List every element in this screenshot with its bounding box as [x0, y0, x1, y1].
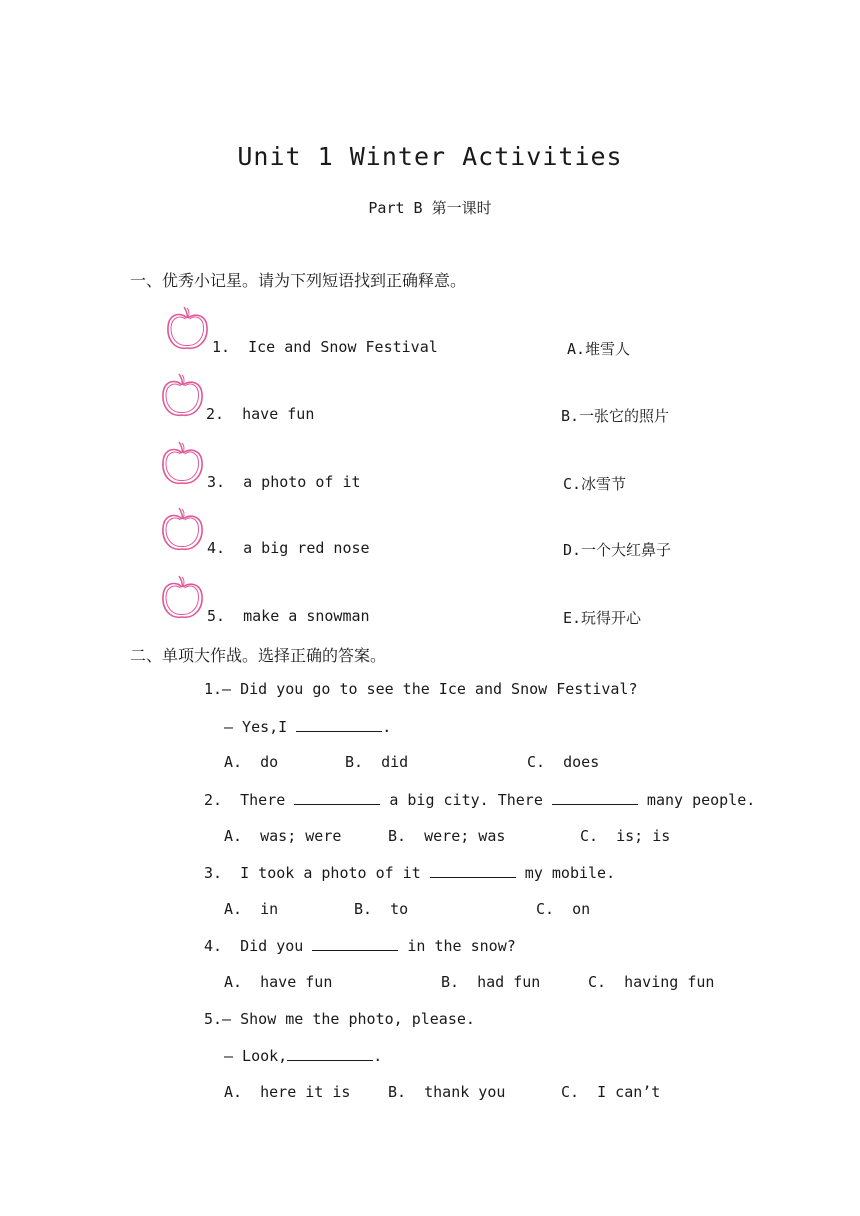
match-item-left: 1. Ice and Snow Festival: [212, 338, 438, 356]
question-5: 5.— Show me the photo, please.: [204, 1010, 475, 1028]
match-item-right: C.冰雪节: [563, 475, 627, 493]
option-a: A. in: [224, 900, 279, 918]
match-item-left: 2. have fun: [206, 405, 315, 423]
question-2: 2. There a big city. There many people.: [204, 791, 756, 809]
apple-outline-icon: [158, 440, 208, 490]
question-1-answer-line: — Yes,I .: [224, 718, 392, 736]
match-item-left: 5. make a snowman: [207, 607, 370, 625]
option-a: A. was; were: [224, 827, 342, 845]
apple-outline-icon: [158, 574, 208, 624]
option-b: B. to: [354, 900, 409, 918]
apple-outline-icon: [158, 506, 208, 556]
answer-blank[interactable]: [296, 717, 382, 732]
option-b: B. were; was: [388, 827, 506, 845]
option-b: B. thank you: [388, 1083, 506, 1101]
option-c: C. is; is: [580, 827, 671, 845]
apple-outline-icon: [158, 372, 208, 422]
answer-blank[interactable]: [430, 863, 516, 878]
match-item-right: A.堆雪人: [567, 340, 631, 358]
option-a: A. here it is: [224, 1083, 351, 1101]
question-5-answer-line: — Look, .: [224, 1047, 383, 1065]
section-1-heading: 一、优秀小记星。请为下列短语找到正确释意。: [130, 271, 467, 290]
answer-blank[interactable]: [552, 790, 638, 805]
match-item-right: E.玩得开心: [563, 609, 642, 627]
option-b: B. had fun: [441, 973, 541, 991]
match-item-left: 4. a big red nose: [207, 539, 370, 557]
option-c: C. having fun: [588, 973, 715, 991]
option-a: A. do: [224, 753, 279, 771]
question-4: 4. Did you in the snow?: [204, 937, 516, 955]
question-1: 1.— Did you go to see the Ice and Snow Festival?: [204, 680, 638, 698]
option-c: C. does: [527, 753, 600, 771]
page-subtitle: Part B 第一课时: [368, 199, 492, 217]
option-a: A. have fun: [224, 973, 333, 991]
answer-blank[interactable]: [287, 1046, 373, 1061]
match-item-left: 3. a photo of it: [207, 473, 361, 491]
page-title: Unit 1 Winter Activities: [237, 142, 623, 171]
option-b: B. did: [345, 753, 409, 771]
option-c: C. I can’t: [561, 1083, 661, 1101]
apple-outline-icon: [163, 305, 213, 355]
match-item-right: B.一张它的照片: [561, 407, 670, 425]
question-3: 3. I took a photo of it my mobile.: [204, 864, 616, 882]
match-item-right: D.一个大红鼻子: [563, 541, 672, 559]
section-2-heading: 二、单项大作战。选择正确的答案。: [130, 646, 387, 665]
answer-blank[interactable]: [294, 790, 380, 805]
answer-blank[interactable]: [312, 936, 398, 951]
option-c: C. on: [536, 900, 591, 918]
